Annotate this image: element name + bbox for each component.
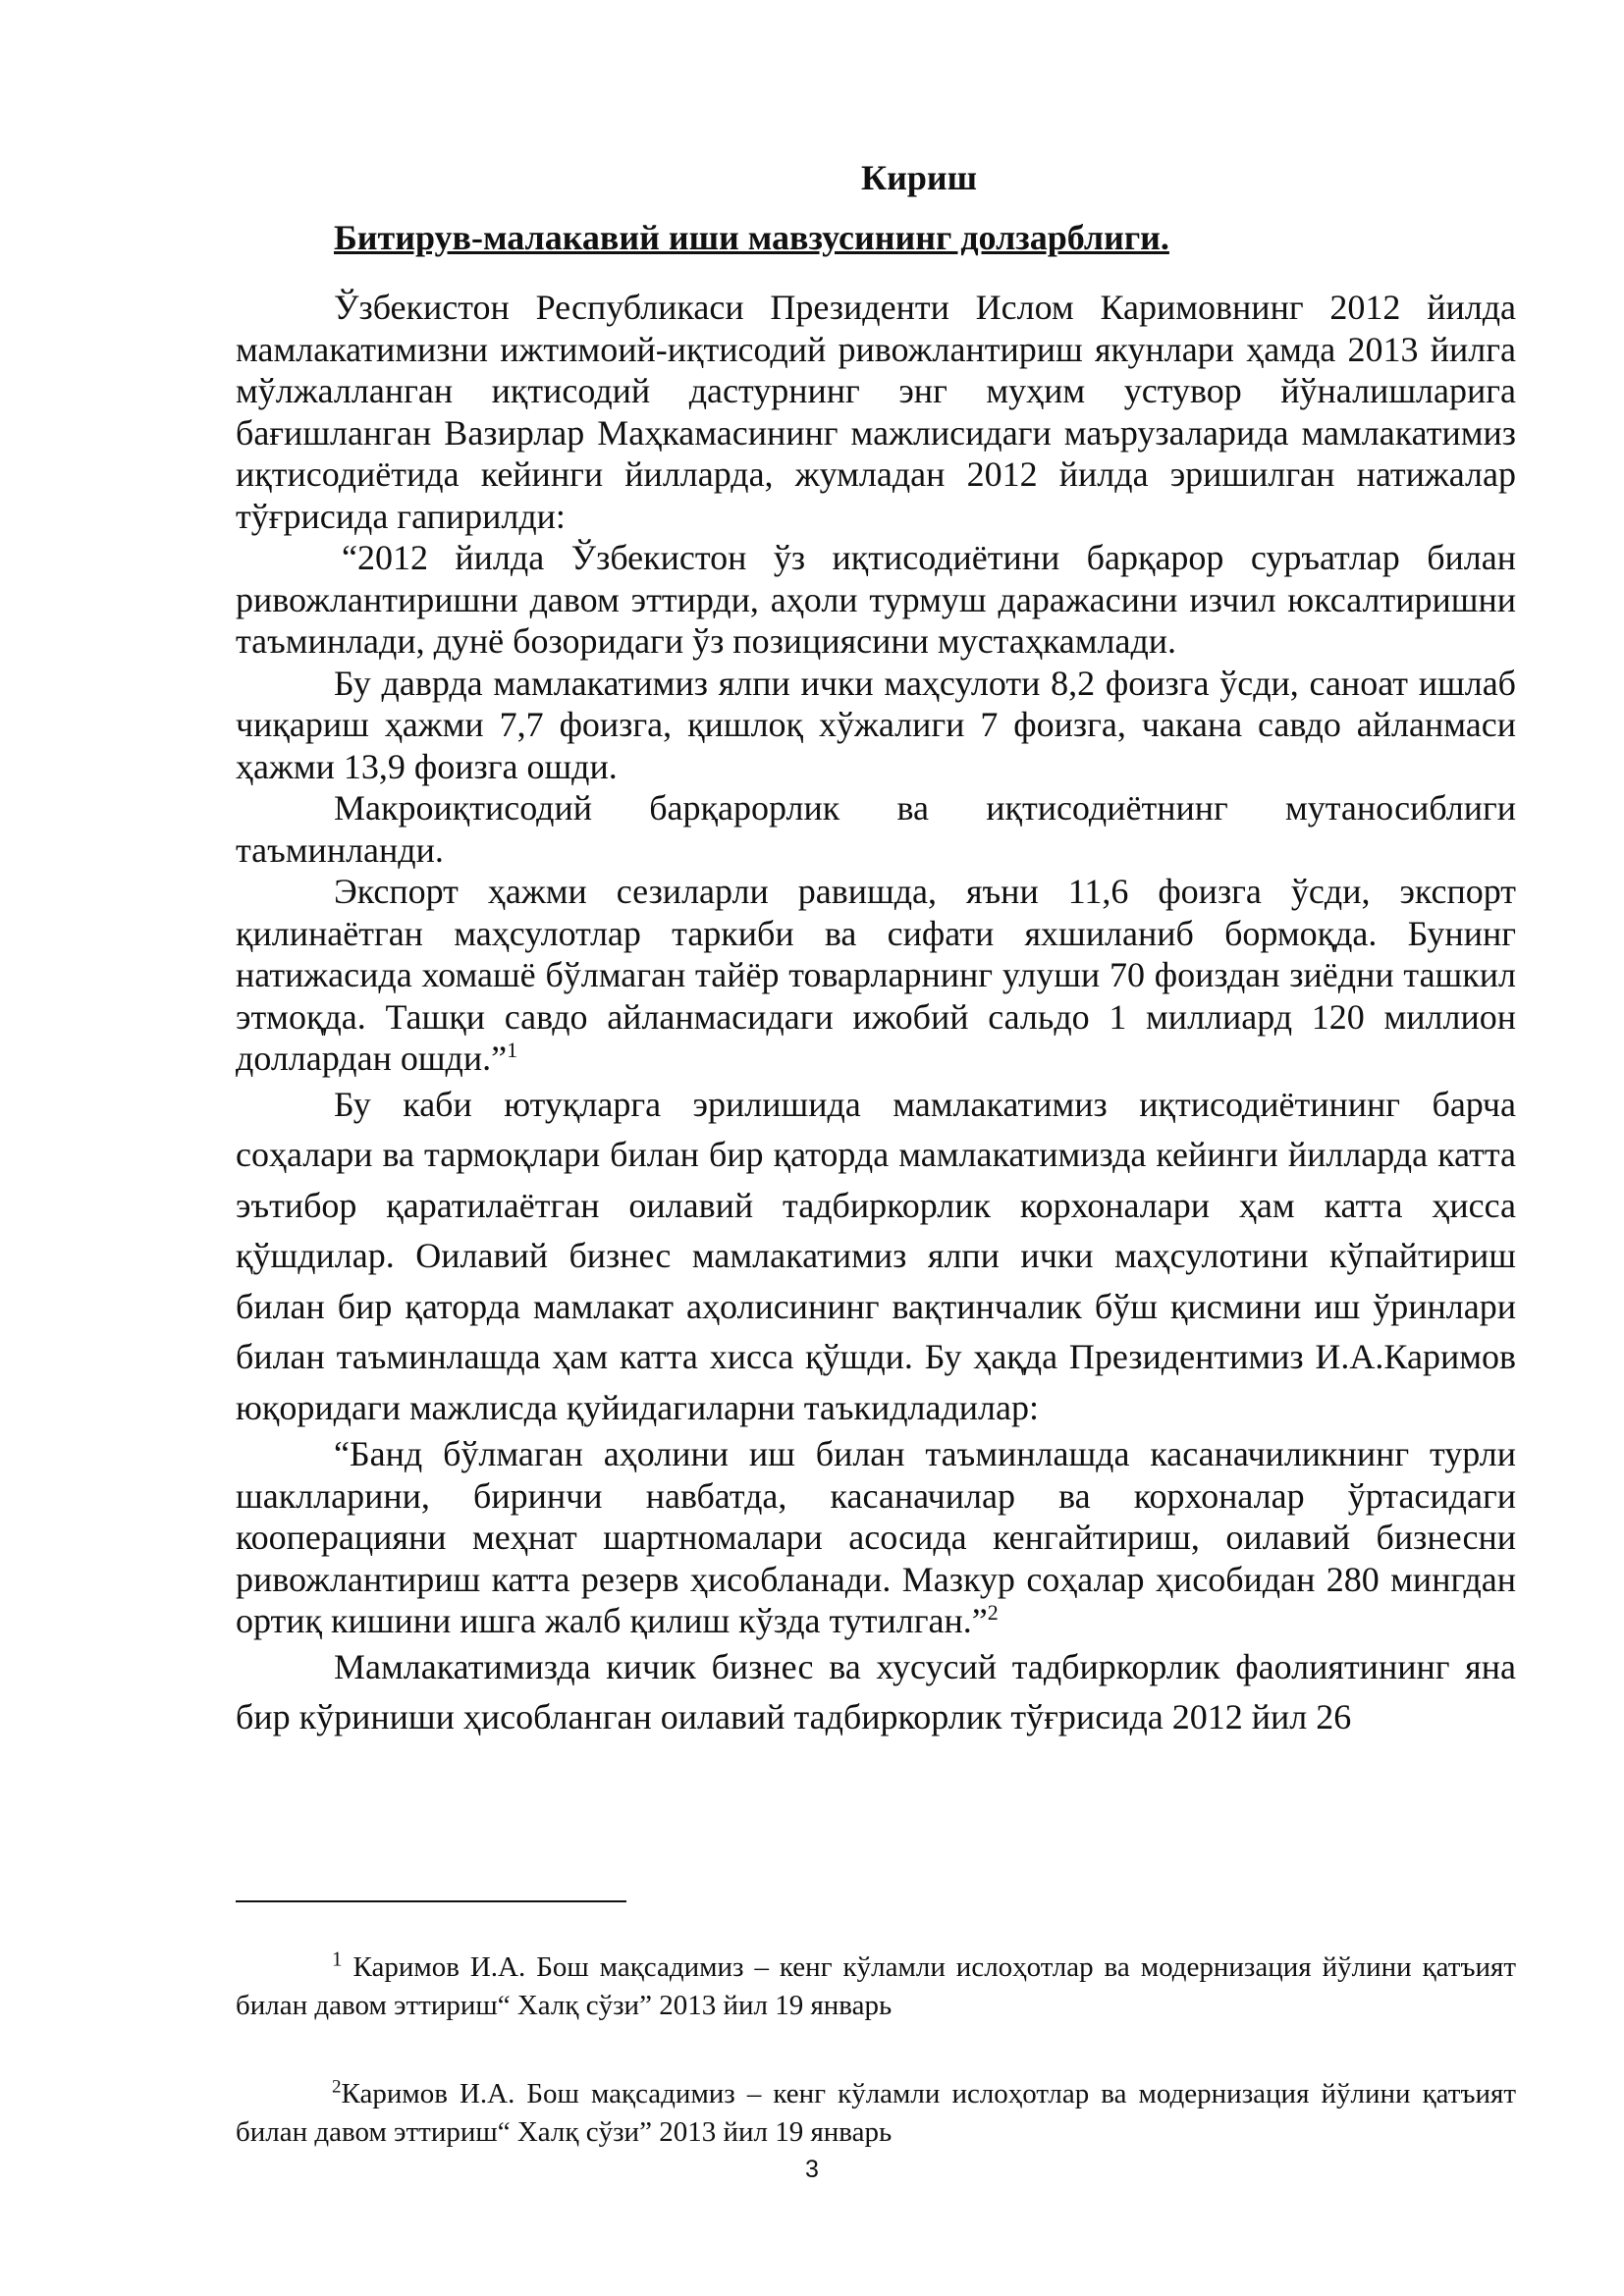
- footnote-text: Каримов И.А. Бош мақсадимиз – кенг кўламли ислоҳотлар ва модернизация йўлини қатъият билан давом эттириш“ Халқ сўзи” 2013 йил 19 январь: [236, 1951, 1517, 2021]
- footnote-1: [236, 1949, 1516, 2025]
- paragraph: Мамлакатимизда кичик бизнес ва хусусий тадбиркорлик фаолиятининг яна бир кўриниши ҳисобланган оилавий тадбиркорлик тўғрисида 2012 йил 26: [236, 1646, 1516, 1736]
- paragraph: Бу каби ютуқларга эрилишида мамлакатимиз иқтисодиётининг барча соҳалари ва тармоқлари билан бир қаторда мамлакатимизда кейинги йилларда катта эътибор қаратилаётган оилавий тадбиркорлик корхоналари ҳам катта ҳисса қўшдилар. Оилавий бизнес мамлакатимиз ялпи ички маҳсулотини кўпайтириш билан бир қаторда мамлакат аҳолисининг вақтинчалик бўш қисмини иш ўринлари билан таъминлашда ҳам катта хисса қўшди. Бу ҳақда Президентимиз И.А.Каримов юқоридаги мажлисда қуйидагиларни таъкидладилар:: [236, 1084, 1516, 1427]
- quote-paragraph: Макроиқтисодий барқарорлик ва иқтисодиётнинг мутаносиблиги таъминланди.: [236, 788, 1516, 870]
- paragraph: Ўзбекистон Республикаси Президенти Ислом Каримовнинг 2012 йилда мамлакатимизни ижтимоий-иқтисодий ривожлантириш якунлари ҳамда 2013 йилга мўлжалланган иқтисодий дастурнинг энг муҳим устувор йўналишларига бағишланган Вазирлар Маҳкамасининг мажлисидаги маърузаларида мамлакатимиз иқтисодиётида кейинги йилларда, жумладан 2012 йилда эришилган натижалар тўғрисида гапирилди:: [236, 288, 1516, 536]
- footnote-text: Каримов И.А. Бош мақсадимиз – кенг кўламли ислоҳотлар ва модернизация йўлини қатъият билан давом эттириш“ Халқ сўзи” 2013 йил 19 январь: [236, 2078, 1516, 2148]
- quote-paragraph: [236, 1433, 1516, 1642]
- section-title: Кириш: [861, 158, 978, 197]
- quote-paragraph: [236, 871, 1516, 1080]
- quote-paragraph: Бу даврда мамлакатимиз ялпи ички маҳсулоти 8,2 фоизга ўсди, саноат ишлаб чиқариш ҳажми 7,7 фоизга, қишлоқ хўжалиги 7 фоизга, чакана савдо айланмаси ҳажми 13,9 фоизга ошди.: [236, 663, 1516, 786]
- body-text: [236, 287, 1516, 1743]
- footnote-mark: 1: [332, 1947, 343, 1971]
- section-subtitle: Битирув-малакавий иши мавзусининг долзарблиги.: [334, 218, 1169, 257]
- footnote-ref-2[interactable]: 2: [987, 1600, 999, 1625]
- footnote-ref-1[interactable]: 1: [507, 1038, 518, 1062]
- footnote-2: [236, 2075, 1516, 2152]
- footnote-separator: [236, 1900, 626, 1902]
- footnote-mark: 2: [332, 2076, 342, 2098]
- quote-text: Экспорт ҳажми сезиларли равишда, яъни 11,6 фоизга ўсди, экспорт қилинаётган маҳсулотлар таркиби ва сифати яхшиланиб бормоқда. Бунинг натижасида хомашё бўлмаган тайёр товарларнинг улуши 70 фоиздан зиёдни ташкил этмоқда. Ташқи савдо айланмасидаги ижобий сальдо 1 миллиард 120 миллион доллардан ошди.”: [236, 872, 1516, 1078]
- quote-paragraph: “2012 йилда Ўзбекистон ўз иқтисодиётини барқарор суръатлар билан ривожлантиришни давом эттирди, аҳоли турмуш даражасини изчил юксалтиришни таъминлади, дунё бозоридаги ўз позициясини мустаҳкамлади.: [236, 538, 1516, 661]
- quote-text: “Банд бўлмаган аҳолини иш билан таъминлашда касаначиликнинг турли шаклларини, биринчи навбатда, касаначилар ва корхоналар ўртасидаги кооперацияни меҳнат шартномалари асосида кенгайтириш, оилавий бизнесни ривожлантириш катта резерв ҳисобланади. Мазкур соҳалар ҳисобидан 280 мингдан ортиқ кишини ишга жалб қилиш кўзда тутилган.”: [236, 1434, 1516, 1640]
- page-number: 3: [805, 2156, 819, 2183]
